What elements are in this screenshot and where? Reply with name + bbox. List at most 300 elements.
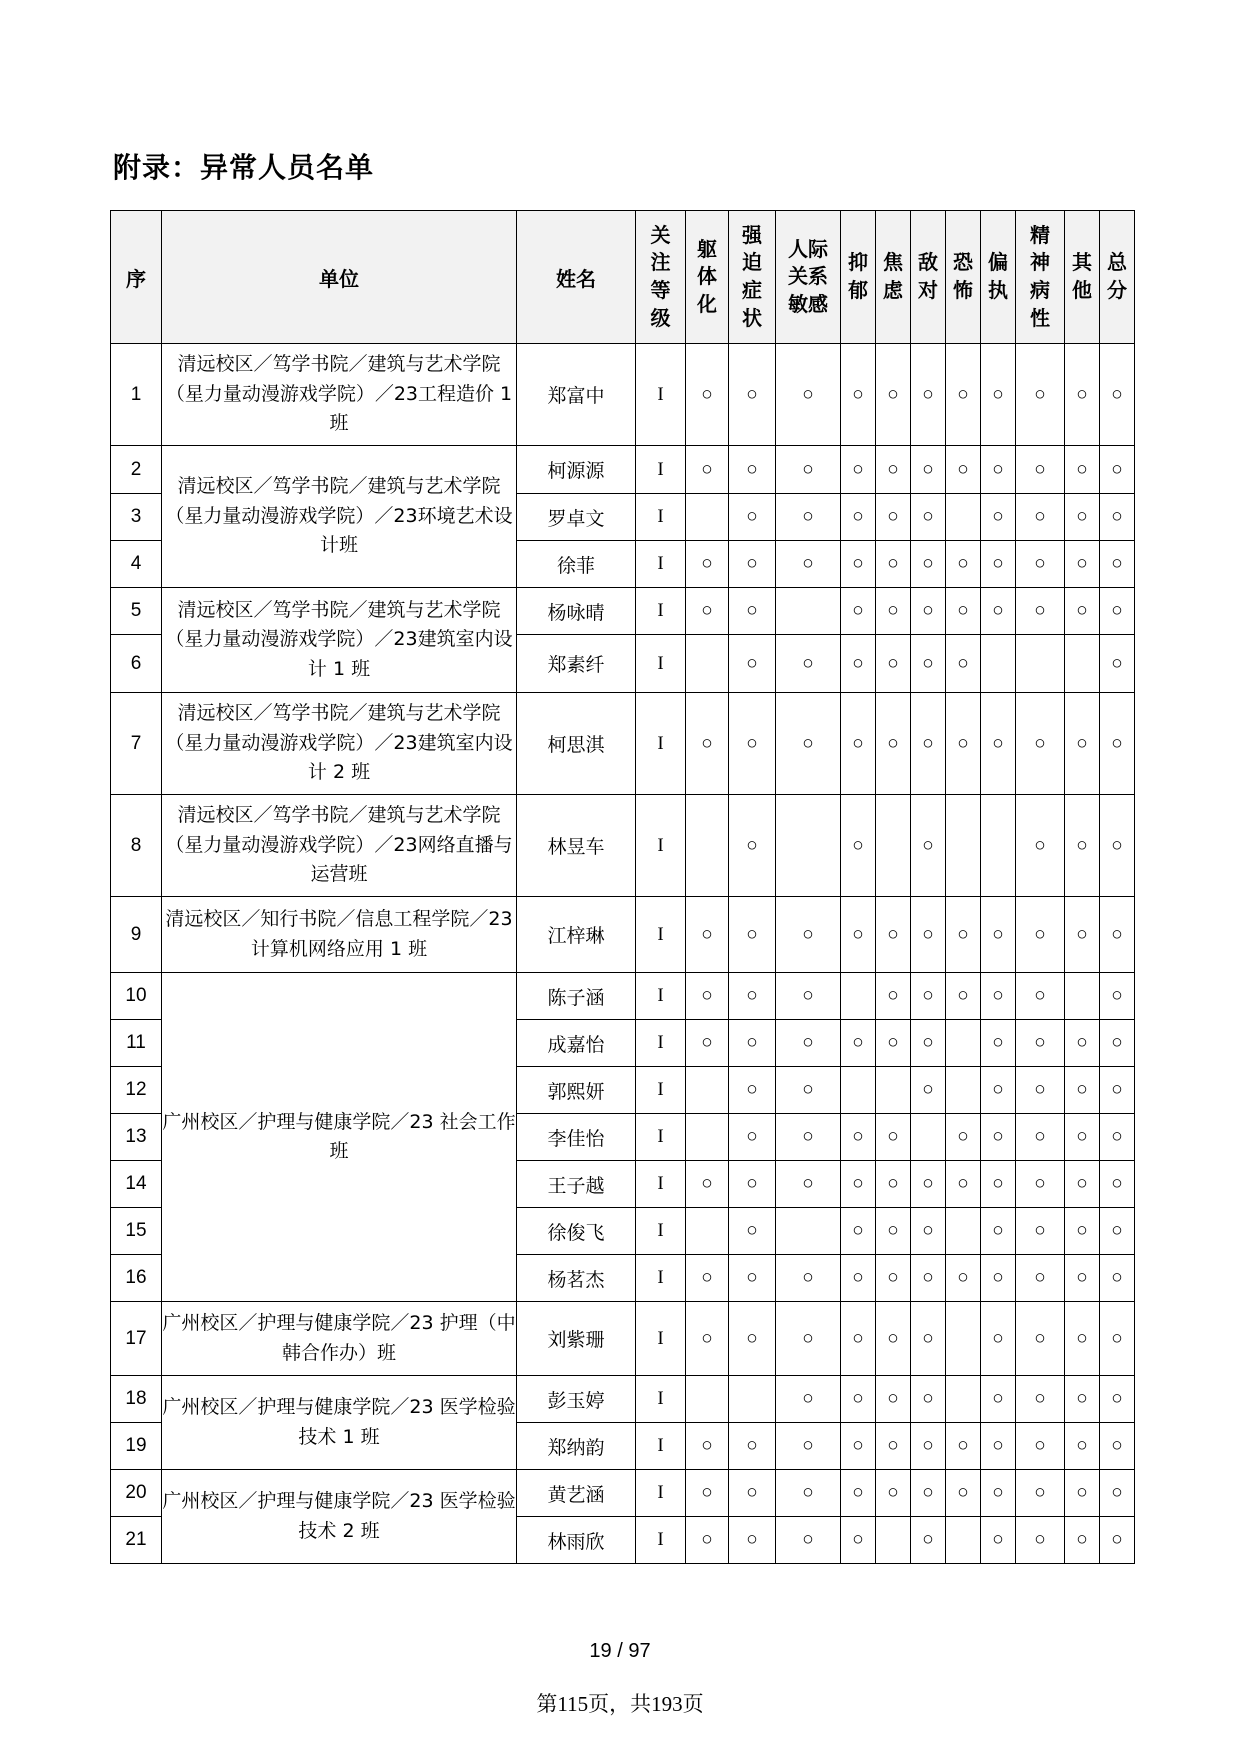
table-row: [111, 1376, 1135, 1423]
row-factor-mark: ○: [981, 1517, 1016, 1564]
row-factor-mark: ○: [876, 1255, 911, 1302]
row-factor-mark: ○: [1100, 1208, 1135, 1255]
row-factor-mark: ○: [1065, 494, 1100, 541]
row-factor-mark: [946, 1302, 981, 1376]
row-factor-mark: ○: [1100, 897, 1135, 973]
row-name: 郑纳韵: [517, 1423, 636, 1470]
row-factor-mark: ○: [1016, 588, 1065, 635]
row-unit: 广州校区／护理与健康学院／23 医学检验技术 1 班: [162, 1376, 517, 1470]
table-body: [111, 344, 1135, 1564]
row-factor-mark: ○: [1065, 1114, 1100, 1161]
row-factor-mark: ○: [841, 897, 876, 973]
row-factor-mark: ○: [1100, 446, 1135, 494]
row-factor-mark: ○: [1065, 1376, 1100, 1423]
row-name: 黄艺涵: [517, 1470, 636, 1517]
row-factor-mark: ○: [729, 494, 776, 541]
row-factor-mark: ○: [729, 1255, 776, 1302]
row-level: I: [636, 588, 686, 635]
row-factor-mark: ○: [876, 1208, 911, 1255]
row-factor-mark: [981, 795, 1016, 897]
row-factor-mark: ○: [1016, 1067, 1065, 1114]
row-level: I: [636, 635, 686, 693]
row-factor-mark: ○: [776, 541, 841, 588]
row-factor-mark: ○: [776, 1255, 841, 1302]
row-seq: 2: [111, 446, 162, 494]
row-factor-mark: ○: [1065, 1517, 1100, 1564]
row-factor-mark: [686, 494, 729, 541]
row-factor-mark: ○: [946, 1161, 981, 1208]
table-row: [111, 344, 1135, 446]
row-factor-mark: ○: [1100, 1067, 1135, 1114]
row-unit: 清远校区／笃学书院／建筑与艺术学院（星力量动漫游戏学院）／23环境艺术设计班: [162, 446, 517, 588]
row-factor-mark: ○: [946, 1423, 981, 1470]
row-factor-mark: ○: [686, 541, 729, 588]
row-factor-mark: ○: [981, 1255, 1016, 1302]
row-factor-mark: ○: [686, 973, 729, 1020]
row-level: I: [636, 693, 686, 795]
row-factor-mark: ○: [946, 1470, 981, 1517]
row-factor-mark: ○: [686, 1302, 729, 1376]
row-factor-mark: ○: [1065, 1255, 1100, 1302]
row-factor-mark: [946, 1020, 981, 1067]
row-factor-mark: [1065, 635, 1100, 693]
row-factor-mark: [1016, 635, 1065, 693]
row-factor-mark: [946, 494, 981, 541]
row-factor-mark: ○: [1065, 1161, 1100, 1208]
row-factor-mark: ○: [981, 897, 1016, 973]
row-seq: 8: [111, 795, 162, 897]
row-factor-mark: ○: [1065, 344, 1100, 446]
row-factor-mark: ○: [1100, 541, 1135, 588]
row-factor-mark: ○: [841, 1020, 876, 1067]
row-name: 杨咏晴: [517, 588, 636, 635]
row-factor-mark: ○: [686, 1470, 729, 1517]
row-factor-mark: ○: [911, 1067, 946, 1114]
row-factor-mark: ○: [1016, 494, 1065, 541]
row-factor-mark: ○: [1065, 1208, 1100, 1255]
col-header-unit: 单位: [162, 211, 517, 344]
row-factor-mark: ○: [911, 1517, 946, 1564]
row-name: 李佳怡: [517, 1114, 636, 1161]
row-seq: 16: [111, 1255, 162, 1302]
row-factor-mark: ○: [1016, 1255, 1065, 1302]
row-level: I: [636, 1161, 686, 1208]
row-factor-mark: ○: [981, 446, 1016, 494]
row-factor-mark: ○: [876, 494, 911, 541]
row-level: I: [636, 1255, 686, 1302]
row-factor-mark: ○: [1065, 541, 1100, 588]
row-unit: 清远校区／笃学书院／建筑与艺术学院（星力量动漫游戏学院）／23建筑室内设计 1 班: [162, 588, 517, 693]
row-factor-mark: ○: [911, 1020, 946, 1067]
row-factor-mark: ○: [776, 1302, 841, 1376]
row-factor-mark: ○: [686, 1255, 729, 1302]
row-factor-mark: ○: [981, 1067, 1016, 1114]
row-level: I: [636, 344, 686, 446]
table-row: [111, 588, 1135, 635]
row-level: I: [636, 446, 686, 494]
row-factor-mark: ○: [1100, 1423, 1135, 1470]
row-factor-mark: ○: [911, 635, 946, 693]
row-factor-mark: ○: [686, 897, 729, 973]
page-total: 第115页，共193页: [536, 1692, 704, 1716]
row-factor-mark: ○: [841, 1423, 876, 1470]
row-factor-mark: [946, 1067, 981, 1114]
col-header-psychoticism: 精神病性: [1016, 211, 1065, 344]
row-factor-mark: ○: [776, 693, 841, 795]
row-factor-mark: ○: [729, 344, 776, 446]
row-factor-mark: ○: [911, 897, 946, 973]
row-factor-mark: [841, 1067, 876, 1114]
row-unit: 清远校区／笃学书院／建筑与艺术学院（星力量动漫游戏学院）／23工程造价 1 班: [162, 344, 517, 446]
row-factor-mark: ○: [1016, 1517, 1065, 1564]
row-seq: 9: [111, 897, 162, 973]
row-factor-mark: ○: [911, 1161, 946, 1208]
row-factor-mark: ○: [911, 1208, 946, 1255]
row-factor-mark: ○: [841, 446, 876, 494]
row-factor-mark: ○: [776, 1376, 841, 1423]
row-seq: 11: [111, 1020, 162, 1067]
row-factor-mark: ○: [911, 1376, 946, 1423]
row-level: I: [636, 1208, 686, 1255]
table-header-row: [111, 211, 1135, 344]
row-level: I: [636, 1517, 686, 1564]
row-factor-mark: ○: [1065, 1302, 1100, 1376]
row-factor-mark: ○: [841, 344, 876, 446]
row-seq: 20: [111, 1470, 162, 1517]
row-factor-mark: ○: [729, 635, 776, 693]
row-level: I: [636, 1302, 686, 1376]
row-factor-mark: ○: [841, 1302, 876, 1376]
row-factor-mark: ○: [686, 1161, 729, 1208]
row-factor-mark: ○: [946, 1255, 981, 1302]
row-factor-mark: ○: [1100, 1161, 1135, 1208]
row-factor-mark: ○: [911, 541, 946, 588]
row-factor-mark: ○: [1100, 1470, 1135, 1517]
row-factor-mark: ○: [776, 973, 841, 1020]
row-factor-mark: [876, 795, 911, 897]
row-factor-mark: ○: [841, 1470, 876, 1517]
row-factor-mark: ○: [841, 693, 876, 795]
row-factor-mark: ○: [729, 446, 776, 494]
row-unit: 广州校区／护理与健康学院／23 社会工作班: [162, 973, 517, 1302]
row-level: I: [636, 494, 686, 541]
table-row: [111, 446, 1135, 494]
row-factor-mark: ○: [729, 588, 776, 635]
col-header-somatization: 躯体化: [686, 211, 729, 344]
row-factor-mark: ○: [686, 1020, 729, 1067]
row-factor-mark: ○: [911, 1470, 946, 1517]
row-factor-mark: ○: [1016, 344, 1065, 446]
row-factor-mark: ○: [981, 1161, 1016, 1208]
col-header-depression: 抑郁: [841, 211, 876, 344]
row-factor-mark: ○: [776, 1161, 841, 1208]
row-factor-mark: ○: [876, 1376, 911, 1423]
row-factor-mark: ○: [981, 1470, 1016, 1517]
col-header-anxiety: 焦虑: [876, 211, 911, 344]
row-factor-mark: ○: [1016, 1302, 1065, 1376]
row-factor-mark: ○: [841, 1161, 876, 1208]
row-seq: 3: [111, 494, 162, 541]
row-name: 王子越: [517, 1161, 636, 1208]
row-name: 成嘉怡: [517, 1020, 636, 1067]
row-factor-mark: ○: [876, 1114, 911, 1161]
row-factor-mark: [686, 795, 729, 897]
row-factor-mark: [981, 635, 1016, 693]
row-name: 林昱车: [517, 795, 636, 897]
table-row: [111, 1302, 1135, 1376]
row-factor-mark: ○: [1100, 693, 1135, 795]
row-factor-mark: ○: [946, 1114, 981, 1161]
row-unit: 清远校区／知行书院／信息工程学院／23 计算机网络应用 1 班: [162, 897, 517, 973]
row-factor-mark: ○: [911, 1302, 946, 1376]
row-level: I: [636, 1114, 686, 1161]
row-factor-mark: ○: [1100, 1020, 1135, 1067]
col-header-paranoia: 偏执: [981, 211, 1016, 344]
row-seq: 17: [111, 1302, 162, 1376]
row-factor-mark: ○: [911, 344, 946, 446]
row-factor-mark: ○: [1016, 1161, 1065, 1208]
row-seq: 6: [111, 635, 162, 693]
row-seq: 14: [111, 1161, 162, 1208]
row-factor-mark: ○: [946, 635, 981, 693]
col-header-other: 其他: [1065, 211, 1100, 344]
row-factor-mark: ○: [1065, 693, 1100, 795]
row-name: 刘紫珊: [517, 1302, 636, 1376]
row-seq: 7: [111, 693, 162, 795]
row-factor-mark: ○: [946, 344, 981, 446]
row-factor-mark: ○: [1100, 1255, 1135, 1302]
row-factor-mark: ○: [876, 635, 911, 693]
row-factor-mark: ○: [911, 494, 946, 541]
row-factor-mark: ○: [946, 446, 981, 494]
row-factor-mark: ○: [1016, 897, 1065, 973]
row-factor-mark: [946, 1517, 981, 1564]
row-factor-mark: ○: [729, 1020, 776, 1067]
row-factor-mark: ○: [1065, 588, 1100, 635]
row-factor-mark: ○: [946, 973, 981, 1020]
row-factor-mark: ○: [1100, 588, 1135, 635]
row-factor-mark: [946, 1376, 981, 1423]
row-factor-mark: ○: [876, 897, 911, 973]
row-level: I: [636, 973, 686, 1020]
table-row: [111, 795, 1135, 897]
row-factor-mark: ○: [729, 693, 776, 795]
abnormal-personnel-table: [110, 210, 1135, 1564]
col-header-hostility: 敌对: [911, 211, 946, 344]
row-factor-mark: ○: [1016, 693, 1065, 795]
row-name: 郑富中: [517, 344, 636, 446]
row-factor-mark: ○: [776, 1020, 841, 1067]
row-factor-mark: ○: [686, 1423, 729, 1470]
row-factor-mark: ○: [1016, 1020, 1065, 1067]
row-seq: 13: [111, 1114, 162, 1161]
row-name: 徐俊飞: [517, 1208, 636, 1255]
row-seq: 4: [111, 541, 162, 588]
row-factor-mark: [876, 1067, 911, 1114]
row-factor-mark: ○: [729, 1302, 776, 1376]
row-factor-mark: ○: [729, 1423, 776, 1470]
row-level: I: [636, 1470, 686, 1517]
row-factor-mark: ○: [981, 1302, 1016, 1376]
row-factor-mark: ○: [776, 1517, 841, 1564]
row-factor-mark: ○: [876, 973, 911, 1020]
row-factor-mark: ○: [729, 1208, 776, 1255]
row-factor-mark: ○: [1100, 973, 1135, 1020]
row-factor-mark: ○: [911, 795, 946, 897]
row-factor-mark: ○: [729, 973, 776, 1020]
row-factor-mark: ○: [876, 693, 911, 795]
row-factor-mark: [776, 588, 841, 635]
row-factor-mark: ○: [946, 588, 981, 635]
row-factor-mark: ○: [1065, 1067, 1100, 1114]
row-factor-mark: ○: [841, 1376, 876, 1423]
row-factor-mark: ○: [776, 1423, 841, 1470]
col-header-interpersonal: 人际关系敏感: [776, 211, 841, 344]
row-factor-mark: ○: [686, 588, 729, 635]
row-factor-mark: ○: [776, 1067, 841, 1114]
row-factor-mark: [686, 1376, 729, 1423]
row-factor-mark: ○: [841, 1208, 876, 1255]
row-factor-mark: ○: [981, 693, 1016, 795]
row-factor-mark: ○: [841, 494, 876, 541]
row-factor-mark: ○: [876, 446, 911, 494]
row-level: I: [636, 1020, 686, 1067]
row-level: I: [636, 795, 686, 897]
row-factor-mark: ○: [729, 1067, 776, 1114]
row-unit: 广州校区／护理与健康学院／23 医学检验技术 2 班: [162, 1470, 517, 1564]
row-factor-mark: ○: [729, 1470, 776, 1517]
row-factor-mark: ○: [876, 1423, 911, 1470]
row-factor-mark: ○: [841, 1255, 876, 1302]
row-name: 郑素纤: [517, 635, 636, 693]
row-factor-mark: ○: [1016, 973, 1065, 1020]
row-factor-mark: ○: [776, 494, 841, 541]
row-factor-mark: ○: [1065, 1423, 1100, 1470]
col-header-phobia: 恐怖: [946, 211, 981, 344]
row-seq: 15: [111, 1208, 162, 1255]
row-factor-mark: ○: [1016, 541, 1065, 588]
row-name: 彭玉婷: [517, 1376, 636, 1423]
table-row: [111, 1470, 1135, 1517]
row-factor-mark: ○: [686, 1517, 729, 1564]
row-factor-mark: ○: [876, 1020, 911, 1067]
row-factor-mark: ○: [686, 693, 729, 795]
row-level: I: [636, 1376, 686, 1423]
row-factor-mark: [776, 1208, 841, 1255]
row-factor-mark: ○: [729, 1161, 776, 1208]
row-unit: 清远校区／笃学书院／建筑与艺术学院（星力量动漫游戏学院）／23网络直播与运营班: [162, 795, 517, 897]
row-factor-mark: ○: [1100, 1376, 1135, 1423]
row-factor-mark: ○: [1100, 795, 1135, 897]
row-factor-mark: ○: [1065, 897, 1100, 973]
col-header-obsessive: 强迫症状: [729, 211, 776, 344]
row-factor-mark: ○: [1016, 1208, 1065, 1255]
row-seq: 21: [111, 1517, 162, 1564]
row-name: 柯思淇: [517, 693, 636, 795]
row-seq: 19: [111, 1423, 162, 1470]
row-factor-mark: ○: [1100, 1517, 1135, 1564]
row-factor-mark: ○: [776, 446, 841, 494]
row-name: 林雨欣: [517, 1517, 636, 1564]
page-number: 19 / 97: [589, 1640, 651, 1662]
row-factor-mark: ○: [981, 1376, 1016, 1423]
row-factor-mark: ○: [911, 1255, 946, 1302]
row-factor-mark: ○: [946, 541, 981, 588]
row-factor-mark: ○: [1016, 1376, 1065, 1423]
row-factor-mark: ○: [1016, 1423, 1065, 1470]
row-factor-mark: ○: [686, 446, 729, 494]
row-factor-mark: ○: [981, 344, 1016, 446]
row-factor-mark: ○: [911, 588, 946, 635]
row-name: 陈子涵: [517, 973, 636, 1020]
row-name: 郭熙妍: [517, 1067, 636, 1114]
row-name: 江梓琳: [517, 897, 636, 973]
row-factor-mark: ○: [776, 1470, 841, 1517]
row-factor-mark: ○: [776, 635, 841, 693]
row-factor-mark: [876, 1517, 911, 1564]
row-factor-mark: ○: [876, 344, 911, 446]
row-factor-mark: ○: [946, 693, 981, 795]
row-seq: 12: [111, 1067, 162, 1114]
row-factor-mark: ○: [776, 344, 841, 446]
row-factor-mark: [686, 1208, 729, 1255]
row-factor-mark: ○: [911, 973, 946, 1020]
row-seq: 1: [111, 344, 162, 446]
row-factor-mark: ○: [946, 897, 981, 973]
row-factor-mark: ○: [981, 1208, 1016, 1255]
page-title: 附录：异常人员名单: [113, 151, 375, 184]
row-factor-mark: [729, 1376, 776, 1423]
row-factor-mark: ○: [729, 1114, 776, 1161]
col-header-level: 关注等级: [636, 211, 686, 344]
row-factor-mark: ○: [841, 588, 876, 635]
row-unit: 广州校区／护理与健康学院／23 护理（中韩合作办）班: [162, 1302, 517, 1376]
row-factor-mark: ○: [1065, 446, 1100, 494]
row-factor-mark: ○: [911, 693, 946, 795]
row-factor-mark: ○: [841, 1517, 876, 1564]
row-level: I: [636, 1423, 686, 1470]
row-name: 徐菲: [517, 541, 636, 588]
row-factor-mark: [686, 1114, 729, 1161]
row-name: 柯源源: [517, 446, 636, 494]
row-level: I: [636, 1067, 686, 1114]
row-factor-mark: [776, 795, 841, 897]
row-factor-mark: ○: [1065, 1470, 1100, 1517]
row-factor-mark: ○: [876, 588, 911, 635]
row-factor-mark: ○: [1100, 1114, 1135, 1161]
row-factor-mark: ○: [1016, 795, 1065, 897]
table-row: [111, 693, 1135, 795]
col-header-name: 姓名: [517, 211, 636, 344]
row-factor-mark: [1065, 973, 1100, 1020]
row-factor-mark: [946, 1208, 981, 1255]
row-name: 杨茗杰: [517, 1255, 636, 1302]
row-factor-mark: ○: [841, 635, 876, 693]
row-factor-mark: ○: [876, 541, 911, 588]
row-factor-mark: [686, 635, 729, 693]
row-factor-mark: ○: [729, 897, 776, 973]
row-factor-mark: ○: [841, 795, 876, 897]
row-unit: 清远校区／笃学书院／建筑与艺术学院（星力量动漫游戏学院）／23建筑室内设计 2 班: [162, 693, 517, 795]
row-factor-mark: [686, 1067, 729, 1114]
row-factor-mark: ○: [1100, 1302, 1135, 1376]
row-seq: 5: [111, 588, 162, 635]
row-factor-mark: [946, 795, 981, 897]
row-level: I: [636, 541, 686, 588]
row-factor-mark: ○: [1065, 1020, 1100, 1067]
row-factor-mark: ○: [981, 1423, 1016, 1470]
row-factor-mark: ○: [841, 1114, 876, 1161]
